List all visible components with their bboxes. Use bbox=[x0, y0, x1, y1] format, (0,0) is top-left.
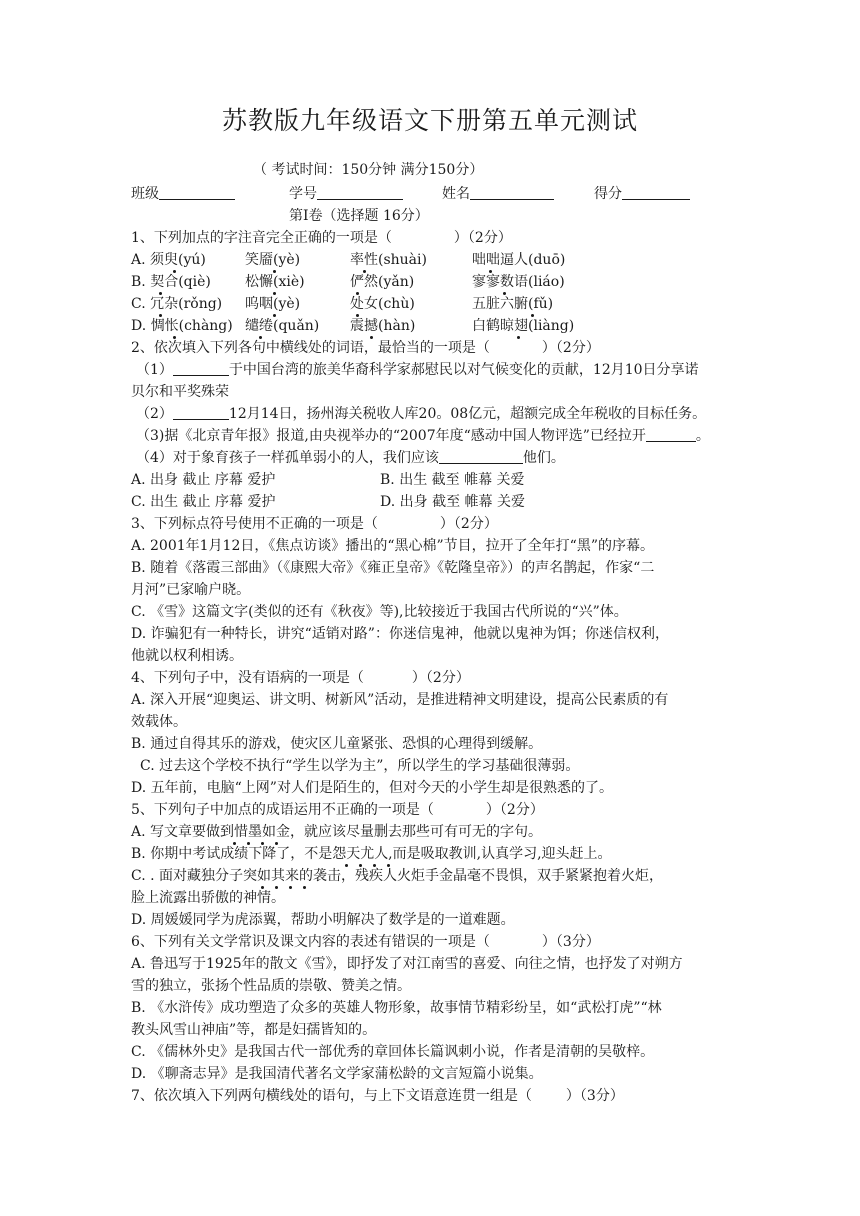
emphasis-dot bbox=[273, 314, 276, 317]
emphasis-dot bbox=[247, 842, 250, 845]
question-1-stem: 1、下列加点的字注音完全正确的一项是（ ）（2分） bbox=[131, 230, 512, 246]
q2-sentence-2: （2） 12月14日，扬州海关税收人库20。08亿元，超额完成全年税收的目标任务。 bbox=[136, 406, 707, 422]
name-input-line bbox=[470, 185, 554, 200]
emphasis-dot bbox=[159, 292, 162, 295]
emphasis-dot bbox=[359, 864, 362, 867]
q4-option-a-cont: 效载体。 bbox=[131, 714, 187, 730]
emphasis-dot bbox=[261, 886, 264, 889]
q1-option-d-4: 白鹤晾翅(liàng) bbox=[472, 318, 575, 334]
q4-option-d: D. 五年前，电脑“上网”对人们是陌生的，但对今天的小学生却是很熟悉的了。 bbox=[131, 780, 613, 796]
class-field bbox=[131, 185, 235, 203]
emphasis-dot bbox=[275, 842, 278, 845]
q4-option-a: A. 深入开展“迎奥运、讲文明、树新风”活动，是推进精神文明建设，提高公民素质的有 bbox=[131, 692, 669, 708]
q1-option-d-2: 缱绻(quǎn) bbox=[245, 318, 320, 334]
emphasis-dot bbox=[363, 270, 366, 273]
q2-sentence-1-cont: 贝尔和平奖殊荣 bbox=[131, 384, 229, 400]
q3-option-a: A. 2001年1月12日，《焦点访谈》播出的“黑心棉”节目，拉开了全年打“黑”的序幕。 bbox=[131, 538, 654, 554]
emphasis-dot bbox=[303, 886, 306, 889]
q4-option-b: B. 通过自得其乐的游戏，使灾区儿童紧张、恐惧的心理得到缓解。 bbox=[131, 736, 543, 752]
q4-option-c: C. 过去这个学校不执行“学生以学为主”，所以学生的学习基础很薄弱。 bbox=[140, 758, 580, 774]
q1-option-a-2: 笑靥(yè) bbox=[245, 252, 301, 268]
emphasis-dot bbox=[503, 292, 506, 295]
score-label: 得分 bbox=[594, 186, 622, 202]
q6-option-a-cont: 雪的独立，张扬个性品质的崇敬、赞美之情。 bbox=[131, 978, 411, 994]
emphasis-dot bbox=[159, 314, 162, 317]
q6-option-b-cont: 教头风雪山神庙”等，都是妇孺皆知的。 bbox=[131, 1022, 377, 1038]
score-input-line bbox=[622, 185, 690, 200]
emphasis-dot bbox=[261, 842, 264, 845]
q2-sentence-3: （3)据《北京青年报》报道,由央视举办的“2007年度“感动中国人物评选”已经拉开 。 bbox=[136, 428, 710, 444]
number-input-line bbox=[317, 185, 403, 200]
q1-option-a-3: 率性(shuài) bbox=[350, 252, 427, 268]
number-field bbox=[289, 185, 403, 203]
emphasis-dot bbox=[275, 886, 278, 889]
q2-sentence-1: （1） 于中国台湾的旅美华裔科学家郝慰民以对气候变化的贡献，12月10日分享诺 bbox=[136, 362, 699, 378]
emphasis-dot bbox=[273, 292, 276, 295]
q1-option-d-1: D. 惆怅(chàng) bbox=[131, 318, 233, 334]
question-5-stem: 5、下列句子中加点的成语运用不正确的一项是（ ）（2分） bbox=[131, 802, 544, 818]
exam-info: （ 考试时间：150分钟 满分150分） bbox=[253, 162, 484, 178]
emphasis-dot bbox=[531, 314, 534, 317]
emphasis-dot bbox=[356, 292, 359, 295]
q5-option-c: C. . 面对藏独分子突如其来的袭击，残疾人火炬手金晶毫不畏惧，双手紧紧抱着火炬， bbox=[131, 868, 664, 884]
q3-option-b-cont: 月河”已家喻户晓。 bbox=[131, 582, 251, 598]
emphasis-dot bbox=[233, 842, 236, 845]
q2-option-a: A. 出身 截止 序幕 爱护 bbox=[131, 472, 276, 488]
q3-option-d: D. 诈骗犯有一种特长，讲究“适销对路”：你迷信鬼神，他就以鬼神为饵；你迷信权利， bbox=[131, 626, 669, 642]
q1-option-b-1: B. 契合(qiè) bbox=[131, 274, 211, 290]
q6-option-d: D. 《聊斋志异》是我国清代著名文学家蒲松龄的文言短篇小说集。 bbox=[131, 1066, 543, 1082]
page-title: 苏教版九年级语文下册第五单元测试 bbox=[221, 106, 638, 135]
q6-option-a: A. 鲁迅写于1925年的散文《雪》，即抒发了对江南雪的喜爱、向往之情，也抒发了对朔方 bbox=[131, 956, 683, 972]
q5-option-d: D. 周媛媛同学为虎添翼，帮助小明解决了数学是的一道难题。 bbox=[131, 912, 515, 928]
q3-option-b: B. 随着《落霞三部曲》（《康熙大帝》《雍正皇帝》《乾隆皇帝》）的声名鹊起，作家“二 bbox=[131, 560, 655, 576]
question-6-stem: 6、下列有关文学常识及课文内容的表述有错误的一项是（ ）（3分） bbox=[131, 934, 600, 950]
q1-option-b-2: 松懈(xiè) bbox=[245, 274, 305, 290]
q1-option-c-4: 五脏六腑(fǔ) bbox=[472, 296, 554, 312]
score-field bbox=[594, 185, 690, 203]
emphasis-dot bbox=[173, 270, 176, 273]
emphasis-dot bbox=[489, 270, 492, 273]
q5-option-c-cont: 脸上流露出骄傲的神情。 bbox=[131, 890, 285, 906]
q1-option-c-2: 呜咽(yè) bbox=[245, 296, 301, 312]
q1-option-a-1: A. 须臾(yú) bbox=[131, 252, 206, 268]
q1-option-b-4: 寥寥数语(liáo) bbox=[472, 274, 565, 290]
q3-option-c: C. 《雪》这篇文字(类似的还有《秋夜》等),比较接近于我国古代所说的“兴”体。 bbox=[131, 604, 628, 620]
q1-option-c-1: C. 冗杂(rǒng) bbox=[131, 296, 223, 312]
class-input-line bbox=[159, 185, 235, 200]
name-field bbox=[442, 185, 554, 203]
q3-option-d-cont: 他就以权利相诱。 bbox=[131, 648, 243, 664]
question-3-stem: 3、下列标点符号使用不正确的一项是（ ）（2分） bbox=[131, 516, 498, 532]
emphasis-dot bbox=[356, 314, 359, 317]
emphasis-dot bbox=[373, 864, 376, 867]
question-7-stem: 7、依次填入下列两句横线处的语句，与上下文语意连贯一组是（ ）（3分） bbox=[131, 1088, 624, 1104]
emphasis-dot bbox=[289, 886, 292, 889]
q2-option-d: D. 出身 截至 帷幕 关爱 bbox=[380, 494, 525, 510]
emphasis-dot bbox=[273, 270, 276, 273]
q5-option-a: A. 写文章要做到惜墨如金，就应该尽量删去那些可有可无的字句。 bbox=[131, 824, 543, 840]
q1-option-b-3: 俨然(yǎn) bbox=[350, 274, 415, 290]
q6-option-c: C. 《儒林外史》是我国古代一部优秀的章回体长篇讽刺小说，作者是清朝的吴敬梓。 bbox=[131, 1044, 655, 1060]
section-heading: 第Ⅰ卷（选择题 16分） bbox=[289, 208, 429, 224]
q1-option-c-3: 处女(chù) bbox=[350, 296, 415, 312]
emphasis-dot bbox=[345, 864, 348, 867]
q6-option-b: B. 《水浒传》成功塑造了众多的英雄人物形象，故事情节精彩纷呈，如“武松打虎”“林 bbox=[131, 1000, 662, 1016]
q2-option-c: C. 出生 截止 序幕 爱护 bbox=[131, 494, 276, 510]
q2-sentence-4: （4）对于象育孩子一样孤单弱小的人，我们应该 他们。 bbox=[136, 450, 565, 466]
q5-option-b: B. 你期中考试成绩下降了，不是怨天尤人,而是吸取教训,认真学习,迎头赶上。 bbox=[131, 846, 612, 862]
emphasis-dot bbox=[387, 864, 390, 867]
q1-option-d-3: 震撼(hàn) bbox=[350, 318, 416, 334]
q1-option-a-4: 咄咄逼人(duō) bbox=[472, 252, 566, 268]
name-label: 姓名 bbox=[442, 186, 470, 202]
question-2-stem: 2、依次填入下列各句中横线处的词语，最恰当的一项是（ ）（2分） bbox=[131, 340, 600, 356]
q2-option-b: B. 出生 截至 帷幕 关爱 bbox=[380, 472, 525, 488]
class-label: 班级 bbox=[131, 186, 159, 202]
number-label: 学号 bbox=[289, 186, 317, 202]
question-4-stem: 4、下列句子中，没有语病的一项是（ ）（2分） bbox=[131, 670, 470, 686]
